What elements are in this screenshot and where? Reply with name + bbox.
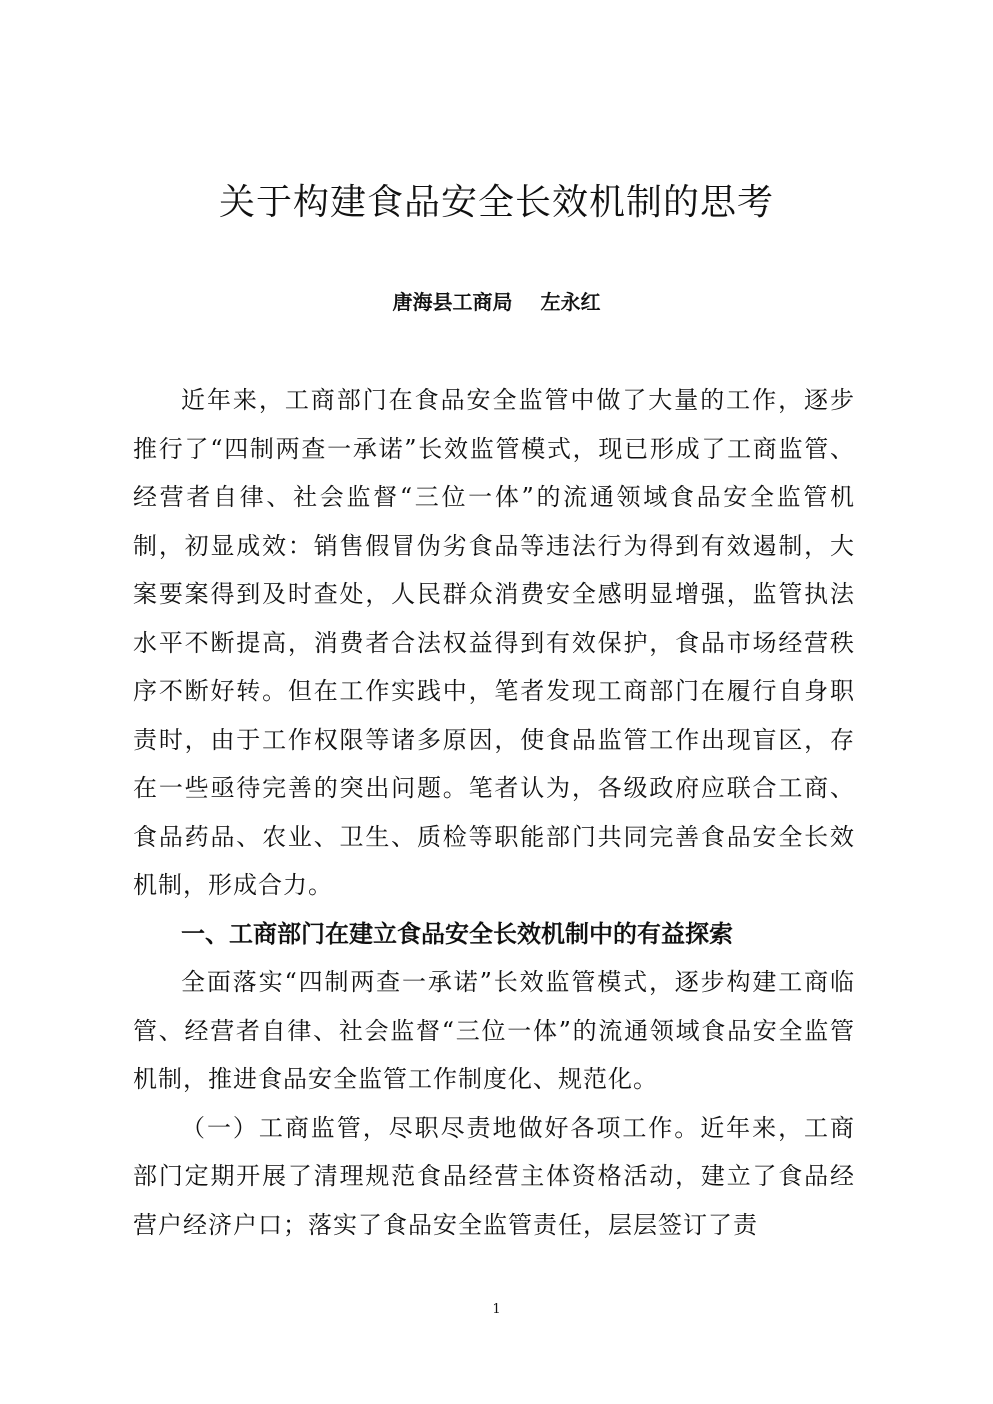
document-title: 关于构建食品安全长效机制的思考 xyxy=(218,182,774,223)
intro-paragraph: 近年来，工商部门在食品安全监管中做了大量的工作，逐步推行了“四制两查一承诺”长效监管模式，现已形成了工商监管、经营者自律、社会监督“三位一体”的流通领域食品安全监管机制，初显成效：销售假冒伪劣食品等违法行为得到有效遏制，大案要案得到及时查处，人民群众消费安全感明显增强，监管执法水平不断提高，消费者合法权益得到有效保护，食品市场经营秩序不断好转。但在工作实践中，笔者发现工商部门在履行自身职责时，由于工作权限等诸多原因，使食品监管工作出现盲区，存在一些亟待完善的突出问题。笔者认为，各级政府应联合工商、食品药品、农业、卫生、质检等职能部门共同完善食品安全长效机制，形成合力。 xyxy=(133,386,855,899)
document-body xyxy=(133,376,855,1249)
author-organization: 唐海县工商局 xyxy=(392,290,513,314)
subsection-paragraph: （一）工商监管，尽职尽责地做好各项工作。近年来，工商部门定期开展了清理规范食品经营主体资格活动，建立了食品经营户经济户口；落实了食品安全监管责任，层层签订了责 xyxy=(133,1113,855,1239)
author-name: 左永红 xyxy=(540,290,601,314)
byline xyxy=(0,287,993,317)
page-number: 1 xyxy=(492,1302,501,1317)
section-paragraph: 全面落实“四制两查一承诺”长效监管模式，逐步构建工商临管、经营者自律、社会监督“三位一体”的流通领域食品安全监管机制，推进食品安全监管工作制度化、规范化。 xyxy=(133,968,855,1093)
section-heading: 一、工商部门在建立食品安全长效机制中的有益探索 xyxy=(181,919,733,948)
